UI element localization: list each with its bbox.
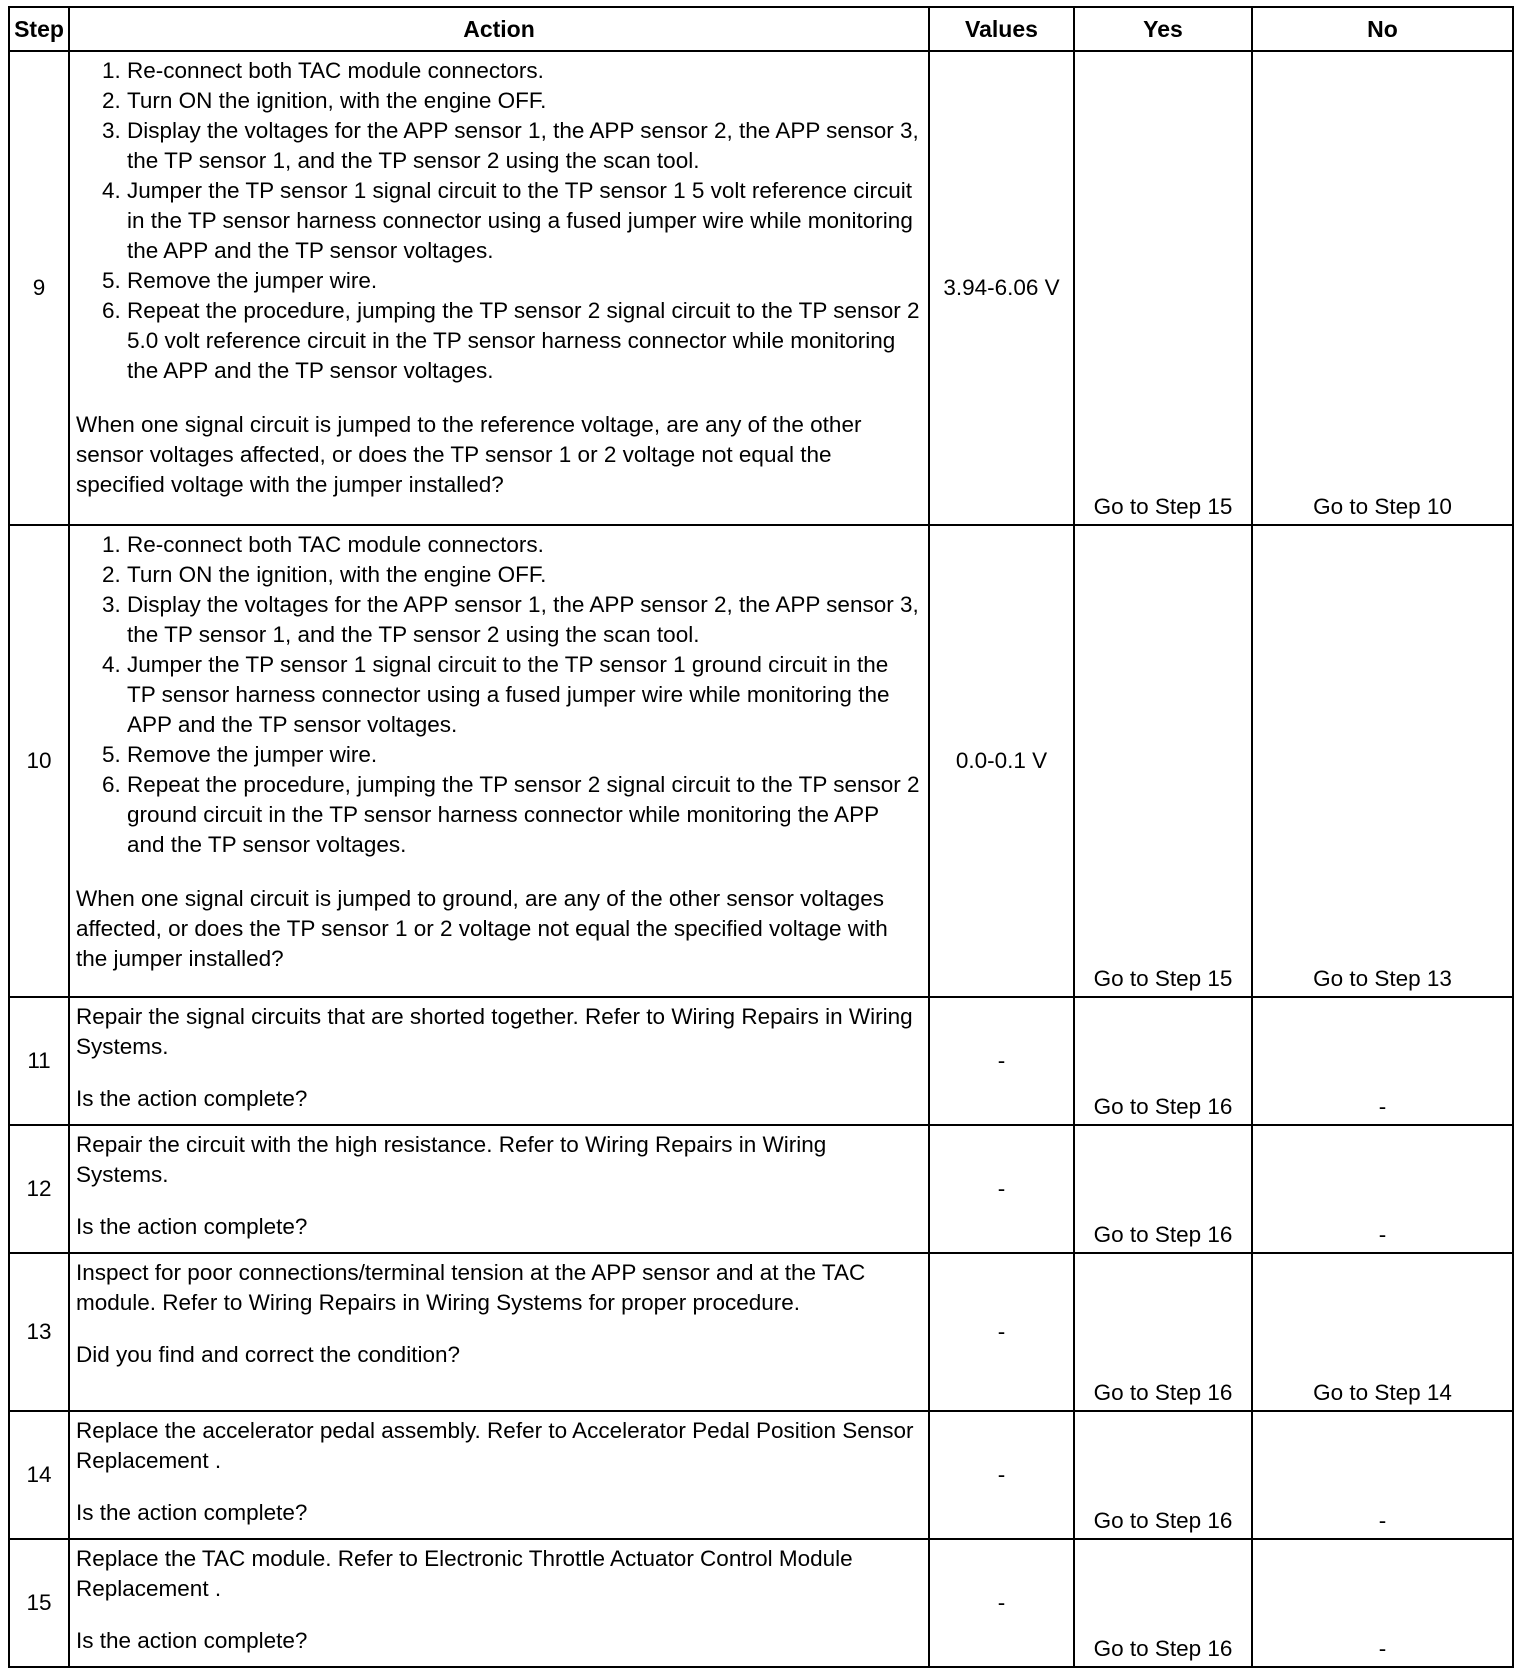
yes-cell: Go to Step 15 [1074, 51, 1252, 525]
step-number: 9 [9, 51, 69, 525]
question-text: When one signal circuit is jumped to ground, are any of the other sensor voltages affected, or does the TP sensor 1 or 2 voltage not equal the specified voltage with the jumper installed? [76, 886, 888, 971]
list-item: 3. Display the voltages for the APP sensor 1, the APP sensor 2, the APP sensor 3, the TP sensor 1, and the TP sensor 2 using the scan tool. [127, 116, 920, 176]
header-row [9, 7, 1513, 51]
action-text: Replace the accelerator pedal assembly. Refer to Accelerator Pedal Position Sensor Replacement . [76, 1418, 914, 1473]
list-item: 6. Repeat the procedure, jumping the TP sensor 2 signal circuit to the TP sensor 2 ground circuit in the TP sensor harness connector while monitoring the APP and the TP sensor voltages. [127, 770, 920, 860]
procedure-list [76, 530, 920, 860]
action-text: Repair the signal circuits that are shorted together. Refer to Wiring Repairs in Wiring Systems. [76, 1004, 913, 1059]
action-cell [69, 1253, 929, 1411]
list-item: 5. Remove the jumper wire. [127, 266, 920, 296]
action-cell [69, 1125, 929, 1253]
action-text: Repair the circuit with the high resistance. Refer to Wiring Repairs in Wiring Systems. [76, 1132, 827, 1187]
diagnostic-table [8, 6, 1514, 1668]
step-number: 11 [9, 997, 69, 1125]
step-number: 14 [9, 1411, 69, 1539]
question-text: Is the action complete? [76, 1086, 308, 1111]
header-yes: Yes [1074, 7, 1252, 51]
list-item: 2. Turn ON the ignition, with the engine OFF. [127, 560, 920, 590]
question-text: Is the action complete? [76, 1628, 308, 1653]
yes-cell: Go to Step 16 [1074, 1253, 1252, 1411]
header-values: Values [929, 7, 1074, 51]
list-item: 3. Display the voltages for the APP sensor 1, the APP sensor 2, the APP sensor 3, the TP sensor 1, and the TP sensor 2 using the scan tool. [127, 590, 920, 650]
action-text: Inspect for poor connections/terminal tension at the APP sensor and at the TAC module. Refer to Wiring Repairs in Wiring Systems for proper procedure. [76, 1260, 866, 1315]
values-cell: - [929, 1411, 1074, 1539]
action-cell [69, 1411, 929, 1539]
action-cell [69, 997, 929, 1125]
no-cell: - [1252, 1539, 1513, 1667]
no-cell: Go to Step 13 [1252, 525, 1513, 997]
procedure-list [76, 56, 920, 386]
question-text: Did you find and correct the condition? [76, 1342, 460, 1367]
table-row [9, 997, 1513, 1125]
step-number: 15 [9, 1539, 69, 1667]
values-cell: - [929, 1125, 1074, 1253]
action-cell [69, 51, 929, 525]
yes-cell: Go to Step 16 [1074, 1411, 1252, 1539]
list-item: 2. Turn ON the ignition, with the engine OFF. [127, 86, 920, 116]
list-item: 5. Remove the jumper wire. [127, 740, 920, 770]
list-item: 4. Jumper the TP sensor 1 signal circuit to the TP sensor 1 ground circuit in the TP sensor harness connector using a fused jumper wire while monitoring the APP and the TP sensor voltages. [127, 650, 920, 740]
no-cell: Go to Step 14 [1252, 1253, 1513, 1411]
values-cell: 0.0-0.1 V [929, 525, 1074, 997]
no-cell: - [1252, 1125, 1513, 1253]
list-item: 6. Repeat the procedure, jumping the TP sensor 2 signal circuit to the TP sensor 2 5.0 volt reference circuit in the TP sensor harness connector while monitoring the APP and the TP sensor voltages. [127, 296, 920, 386]
yes-cell: Go to Step 16 [1074, 1125, 1252, 1253]
step-number: 12 [9, 1125, 69, 1253]
values-cell: - [929, 1539, 1074, 1667]
question-text: Is the action complete? [76, 1214, 308, 1239]
list-item: 1. Re-connect both TAC module connectors. [127, 56, 920, 86]
yes-cell: Go to Step 16 [1074, 997, 1252, 1125]
values-cell: - [929, 997, 1074, 1125]
action-cell [69, 525, 929, 997]
table-row [9, 1125, 1513, 1253]
no-cell: Go to Step 10 [1252, 51, 1513, 525]
header-no: No [1252, 7, 1513, 51]
header-action: Action [69, 7, 929, 51]
question-text: Is the action complete? [76, 1500, 308, 1525]
question-text: When one signal circuit is jumped to the reference voltage, are any of the other sensor voltages affected, or does the TP sensor 1 or 2 voltage not equal the specified voltage with the jumper installed? [76, 412, 862, 497]
table-row [9, 1539, 1513, 1667]
list-item: 4. Jumper the TP sensor 1 signal circuit to the TP sensor 1 5 volt reference circuit in the TP sensor harness connector using a fused jumper wire while monitoring the APP and the TP sensor voltages. [127, 176, 920, 266]
table-row [9, 1253, 1513, 1411]
yes-cell: Go to Step 15 [1074, 525, 1252, 997]
step-number: 10 [9, 525, 69, 997]
table-row [9, 1411, 1513, 1539]
values-cell: 3.94-6.06 V [929, 51, 1074, 525]
action-cell [69, 1539, 929, 1667]
action-text: Replace the TAC module. Refer to Electronic Throttle Actuator Control Module Replacement . [76, 1546, 853, 1601]
no-cell: - [1252, 1411, 1513, 1539]
no-cell: - [1252, 997, 1513, 1125]
values-cell: - [929, 1253, 1074, 1411]
step-number: 13 [9, 1253, 69, 1411]
table-row [9, 525, 1513, 997]
header-step: Step [9, 7, 69, 51]
yes-cell: Go to Step 16 [1074, 1539, 1252, 1667]
table-row [9, 51, 1513, 525]
list-item: 1. Re-connect both TAC module connectors. [127, 530, 920, 560]
